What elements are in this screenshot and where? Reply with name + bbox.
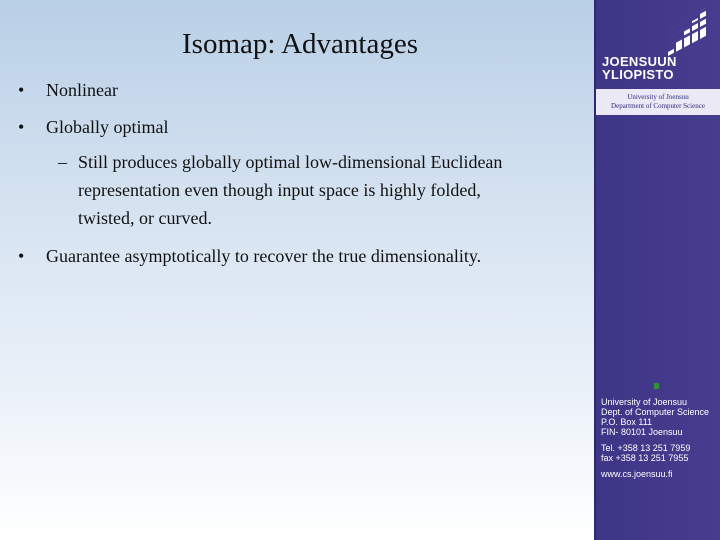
bullet-marker: • — [18, 80, 25, 100]
sub-bullet-line: representation even though input space is highly folded, — [78, 180, 481, 200]
department-banner-text — [596, 93, 720, 111]
bullet-item — [18, 117, 168, 138]
dept-line: Department of Computer Science — [611, 102, 705, 110]
contact-university: University of Joensuu — [601, 397, 688, 407]
sub-bullet-marker: – — [58, 152, 67, 172]
bullet-text: Guarantee asymptotically to recover the true dimensionality. — [46, 246, 482, 266]
logo-line: YLIOPISTO — [602, 67, 674, 82]
contact-po-box: P.O. Box 111 — [601, 417, 653, 427]
university-logo-text — [602, 55, 677, 81]
contact-web: www.cs.joensuu.fi — [601, 469, 673, 479]
dept-line: University of Joensuu — [627, 93, 689, 101]
bullet-marker: • — [18, 246, 25, 266]
contact-department: Dept. of Computer Science — [601, 407, 710, 417]
bullet-item — [18, 246, 481, 267]
bullet-text: Globally optimal — [46, 117, 169, 137]
bullet-text: Nonlinear — [46, 80, 118, 100]
contact-info — [601, 397, 709, 479]
accent-square — [654, 383, 659, 389]
contact-city: FIN- 80101 Joensuu — [601, 427, 683, 437]
sub-bullet-line: Still produces globally optimal low-dimensional Euclidean — [78, 152, 503, 172]
contact-tel: Tel. +358 13 251 7959 — [601, 443, 691, 453]
bullet-marker: • — [18, 117, 25, 137]
bullet-item — [18, 80, 118, 101]
sub-bullet-line: twisted, or curved. — [78, 208, 212, 228]
sub-bullet-text — [78, 148, 558, 232]
contact-fax: fax +358 13 251 7955 — [601, 453, 689, 463]
logo-line: JOENSUUN — [602, 54, 677, 69]
slide-title: Isomap: Advantages — [182, 28, 418, 60]
